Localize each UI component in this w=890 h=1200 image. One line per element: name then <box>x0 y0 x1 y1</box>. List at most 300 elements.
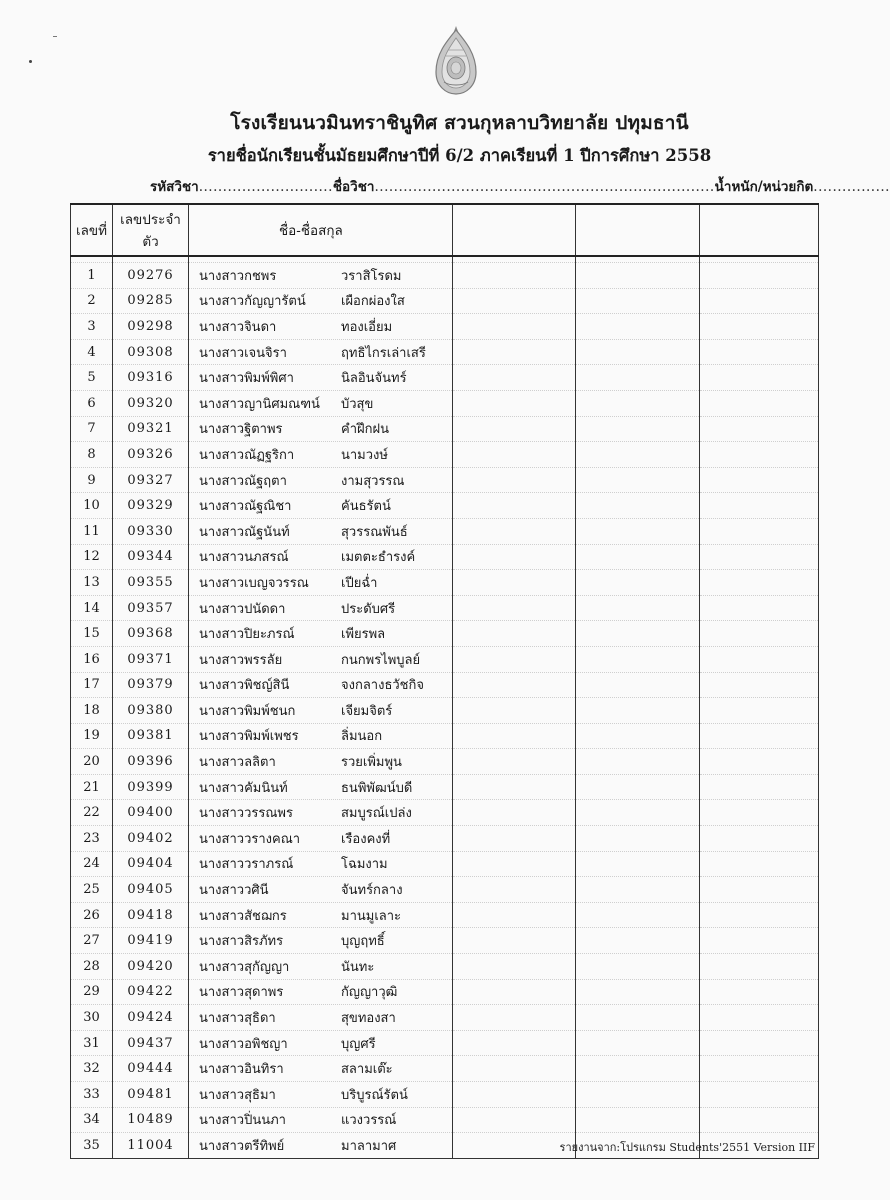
blank-entry-cell[interactable] <box>576 493 700 519</box>
row-number: 21 <box>71 774 113 800</box>
student-last-name: วราสิโรดม <box>341 268 402 284</box>
student-last-name: นันทะ <box>341 959 375 975</box>
student-id: 09380 <box>113 698 189 724</box>
blank-entry-cell[interactable] <box>576 698 700 724</box>
student-id: 09437 <box>113 1030 189 1056</box>
blank-entry-cell[interactable] <box>453 314 576 340</box>
blank-entry-cell[interactable] <box>576 826 700 852</box>
student-name-cell <box>189 1082 453 1108</box>
table-row <box>71 493 819 519</box>
student-first-name: นางสาวสุกัญญา <box>199 959 290 975</box>
blank-entry-cell[interactable] <box>700 902 819 928</box>
blank-entry-cell[interactable] <box>700 979 819 1005</box>
student-last-name: สุวรรณพันธ์ <box>341 524 408 540</box>
blank-entry-cell[interactable] <box>700 698 819 724</box>
student-id: 09344 <box>113 544 189 570</box>
blank-entry-cell[interactable] <box>700 365 819 391</box>
student-name-cell <box>189 774 453 800</box>
student-first-name: นางสาวลลิตา <box>199 755 276 771</box>
table-row <box>71 621 819 647</box>
scan-speck <box>53 36 57 37</box>
student-name-cell <box>189 826 453 852</box>
blank-entry-cell[interactable] <box>700 1082 819 1108</box>
student-last-name: กนกพรไพบูลย์ <box>341 652 421 668</box>
student-first-name: นางสาวพิมพ์พิศา <box>199 371 294 387</box>
column-header-student-id: เลขประจำตัว <box>113 204 189 256</box>
student-first-name: นางสาวณัฐนันท์ <box>199 524 290 540</box>
table-row <box>71 1056 819 1082</box>
blank-entry-cell[interactable] <box>700 646 819 672</box>
blank-entry-cell[interactable] <box>700 314 819 340</box>
blank-entry-cell[interactable] <box>453 1056 576 1082</box>
student-name-cell <box>189 698 453 724</box>
student-first-name: นางสาวณัฐณิชา <box>199 499 292 515</box>
blank-entry-cell[interactable] <box>576 1030 700 1056</box>
row-number: 17 <box>71 672 113 698</box>
student-first-name: นางสาววรางคณา <box>199 831 301 847</box>
blank-entry-cell[interactable] <box>700 800 819 826</box>
table-row <box>71 672 819 698</box>
student-first-name: นางสาวจินดา <box>199 319 277 335</box>
blank-entry-cell[interactable] <box>453 442 576 468</box>
student-last-name: สมบูรณ์เปล่ง <box>341 806 412 822</box>
table-row <box>71 928 819 954</box>
blank-entry-cell[interactable] <box>576 928 700 954</box>
table-row <box>71 902 819 928</box>
blank-entry-cell[interactable] <box>576 1107 700 1133</box>
table-row <box>71 467 819 493</box>
row-number: 23 <box>71 826 113 852</box>
blank-entry-cell[interactable] <box>576 1005 700 1031</box>
row-number: 28 <box>71 954 113 980</box>
table-row <box>71 979 819 1005</box>
column-header-blank <box>700 204 819 256</box>
student-name-cell <box>189 365 453 391</box>
blank-entry-cell[interactable] <box>700 339 819 365</box>
blank-entry-cell[interactable] <box>576 672 700 698</box>
student-first-name: นางสาววศินี <box>199 883 269 899</box>
blank-entry-cell[interactable] <box>576 263 700 289</box>
blank-entry-cell[interactable] <box>453 570 576 596</box>
blank-entry-cell[interactable] <box>576 646 700 672</box>
student-first-name: นางสาวปิ่นนภา <box>199 1113 286 1129</box>
student-name-cell <box>189 851 453 877</box>
row-number: 20 <box>71 749 113 775</box>
row-number: 10 <box>71 493 113 519</box>
blank-entry-cell[interactable] <box>576 877 700 903</box>
row-number: 27 <box>71 928 113 954</box>
row-number: 24 <box>71 851 113 877</box>
student-last-name: ลิ่มนอก <box>341 729 383 745</box>
student-id: 11004 <box>113 1133 189 1159</box>
blank-entry-cell[interactable] <box>453 365 576 391</box>
student-name-cell <box>189 263 453 289</box>
row-number: 7 <box>71 416 113 442</box>
row-number: 3 <box>71 314 113 340</box>
row-number: 12 <box>71 544 113 570</box>
student-roster-table <box>70 203 819 1159</box>
blank-entry-cell[interactable] <box>453 1107 576 1133</box>
student-first-name: นางสาวนภสรณ์ <box>199 550 289 566</box>
blank-entry-cell[interactable] <box>576 390 700 416</box>
student-name-cell <box>189 1030 453 1056</box>
row-number: 13 <box>71 570 113 596</box>
blank-entry-cell[interactable] <box>576 467 700 493</box>
blank-entry-cell[interactable] <box>576 570 700 596</box>
table-row <box>71 390 819 416</box>
student-name-cell <box>189 390 453 416</box>
student-id: 09285 <box>113 288 189 314</box>
student-id: 09418 <box>113 902 189 928</box>
table-row <box>71 518 819 544</box>
blank-entry-cell[interactable] <box>576 851 700 877</box>
row-number: 35 <box>71 1133 113 1159</box>
student-id: 09308 <box>113 339 189 365</box>
blank-entry-cell[interactable] <box>453 339 576 365</box>
school-title: โรงเรียนนวมินทราชินูทิศ สวนกุหลาบวิทยาลัย ปทุมธานี <box>230 112 689 134</box>
student-name-cell <box>189 339 453 365</box>
blank-entry-cell[interactable] <box>700 672 819 698</box>
blank-entry-cell[interactable] <box>700 263 819 289</box>
student-id: 09320 <box>113 390 189 416</box>
blank-entry-cell[interactable] <box>576 339 700 365</box>
table-row <box>71 954 819 980</box>
student-first-name: นางสาวตรีทิพย์ <box>199 1138 285 1154</box>
row-number: 11 <box>71 518 113 544</box>
blank-entry-cell[interactable] <box>700 877 819 903</box>
student-last-name: กัญญาวุฒิ <box>341 985 398 1001</box>
blank-entry-cell[interactable] <box>453 416 576 442</box>
student-id: 09420 <box>113 954 189 980</box>
student-last-name: รวยเพิ่มพูน <box>341 755 402 771</box>
row-number: 32 <box>71 1056 113 1082</box>
student-first-name: นางสาวเจนจิรา <box>199 345 287 361</box>
blank-entry-cell[interactable] <box>453 774 576 800</box>
student-name-cell <box>189 442 453 468</box>
table-row <box>71 416 819 442</box>
student-name-cell <box>189 1056 453 1082</box>
student-id: 09444 <box>113 1056 189 1082</box>
student-last-name: ธนพิพัฒน์บดี <box>341 780 413 796</box>
blank-entry-cell[interactable] <box>700 570 819 596</box>
blank-entry-cell[interactable] <box>700 954 819 980</box>
blank-entry-cell[interactable] <box>453 800 576 826</box>
student-last-name: คำฝึกฝน <box>341 422 389 438</box>
blank-entry-cell[interactable] <box>453 467 576 493</box>
blank-entry-cell[interactable] <box>453 902 576 928</box>
class-term-title: รายชื่อนักเรียนชั้นมัธยมศึกษาปีที่ 6/2 ภาคเรียนที่ 1 ปีการศึกษา 2558 <box>207 146 712 165</box>
table-row <box>71 595 819 621</box>
student-name-cell <box>189 595 453 621</box>
school-crest-icon <box>432 24 480 96</box>
blank-entry-cell[interactable] <box>700 390 819 416</box>
blank-entry-cell[interactable] <box>453 390 576 416</box>
row-number: 33 <box>71 1082 113 1108</box>
student-name-cell <box>189 646 453 672</box>
student-first-name: นางสาวณัฐฤตา <box>199 473 287 489</box>
student-last-name: โฉมงาม <box>341 857 388 873</box>
blank-entry-cell[interactable] <box>700 518 819 544</box>
student-name-cell <box>189 1133 453 1159</box>
table-row <box>71 314 819 340</box>
student-name-cell <box>189 723 453 749</box>
student-last-name: บริบูรณ์รัตน์ <box>341 1087 408 1103</box>
blank-entry-cell[interactable] <box>576 979 700 1005</box>
blank-entry-cell[interactable] <box>700 493 819 519</box>
blank-entry-cell[interactable] <box>576 314 700 340</box>
subject-name-blank: ....................................................................... <box>374 179 715 195</box>
row-number: 1 <box>71 263 113 289</box>
student-id: 09405 <box>113 877 189 903</box>
blank-entry-cell[interactable] <box>453 1082 576 1108</box>
student-last-name: บุญศรี <box>341 1036 376 1052</box>
row-number: 34 <box>71 1107 113 1133</box>
row-number: 22 <box>71 800 113 826</box>
student-name-cell <box>189 979 453 1005</box>
blank-entry-cell[interactable] <box>576 621 700 647</box>
student-id: 09321 <box>113 416 189 442</box>
student-first-name: นางสาวพิมพ์เพชร <box>199 729 299 745</box>
row-number: 15 <box>71 621 113 647</box>
student-id: 09355 <box>113 570 189 596</box>
blank-entry-cell[interactable] <box>576 1082 700 1108</box>
blank-entry-cell[interactable] <box>700 544 819 570</box>
student-id: 09330 <box>113 518 189 544</box>
blank-entry-cell[interactable] <box>453 749 576 775</box>
blank-entry-cell[interactable] <box>453 621 576 647</box>
table-body <box>71 256 819 1158</box>
student-first-name: นางสาววรรณพร <box>199 806 293 822</box>
table-row <box>71 1030 819 1056</box>
student-id: 09404 <box>113 851 189 877</box>
student-name-cell <box>189 288 453 314</box>
blank-entry-cell[interactable] <box>576 749 700 775</box>
blank-entry-cell[interactable] <box>576 288 700 314</box>
blank-entry-cell[interactable] <box>453 928 576 954</box>
blank-entry-cell[interactable] <box>453 1133 576 1159</box>
student-last-name: ประดับศรี <box>341 601 396 617</box>
blank-entry-cell[interactable] <box>700 1030 819 1056</box>
student-name-cell <box>189 570 453 596</box>
student-last-name: เรืองคงที่ <box>341 831 391 847</box>
blank-entry-cell[interactable] <box>700 595 819 621</box>
student-first-name: นางสาวปิยะภรณ์ <box>199 627 295 643</box>
subject-code-label: รหัสวิชา <box>150 179 199 195</box>
blank-entry-cell[interactable] <box>700 288 819 314</box>
blank-entry-cell[interactable] <box>453 723 576 749</box>
student-last-name: ทองเอี่ยม <box>341 319 393 335</box>
subject-code-blank: ............................ <box>198 179 333 195</box>
student-last-name: แวงวรรณ์ <box>341 1113 397 1129</box>
row-number: 9 <box>71 467 113 493</box>
blank-entry-cell[interactable] <box>576 774 700 800</box>
student-last-name: นิลอินจันทร์ <box>341 371 407 387</box>
blank-entry-cell[interactable] <box>576 595 700 621</box>
row-number: 26 <box>71 902 113 928</box>
student-id: 10489 <box>113 1107 189 1133</box>
student-first-name: นางสาววราภรณ์ <box>199 857 294 873</box>
student-first-name: นางสาวกัญญารัตน์ <box>199 294 306 310</box>
blank-entry-cell[interactable] <box>453 263 576 289</box>
table-row <box>71 365 819 391</box>
blank-entry-cell[interactable] <box>453 698 576 724</box>
blank-entry-cell[interactable] <box>700 928 819 954</box>
blank-entry-cell[interactable] <box>453 1030 576 1056</box>
blank-entry-cell[interactable] <box>700 826 819 852</box>
credit-label: น้ำหนัก/หน่วยกิต <box>714 179 814 195</box>
credit-blank: ................ <box>813 179 890 195</box>
blank-entry-cell[interactable] <box>700 442 819 468</box>
student-id: 09276 <box>113 263 189 289</box>
blank-entry-cell[interactable] <box>453 1005 576 1031</box>
student-first-name: นางสาวพิชญ์สินี <box>199 678 290 694</box>
student-last-name: นามวงษ์ <box>341 447 388 463</box>
table-row <box>71 1107 819 1133</box>
student-name-cell <box>189 800 453 826</box>
table-row <box>71 851 819 877</box>
student-first-name: นางสาวฐิตาพร <box>199 422 283 438</box>
student-id: 09357 <box>113 595 189 621</box>
blank-entry-cell[interactable] <box>700 467 819 493</box>
blank-entry-cell[interactable] <box>700 1107 819 1133</box>
blank-entry-cell[interactable] <box>700 774 819 800</box>
student-id: 09402 <box>113 826 189 852</box>
blank-entry-cell[interactable] <box>576 442 700 468</box>
student-name-cell <box>189 749 453 775</box>
column-header-blank <box>453 204 576 256</box>
blank-entry-cell[interactable] <box>453 288 576 314</box>
table-header-row <box>71 204 819 256</box>
student-last-name: บุญฤทธิ์ <box>341 934 385 950</box>
student-id: 09424 <box>113 1005 189 1031</box>
row-number: 25 <box>71 877 113 903</box>
report-footer: รายงานจาก:โปรแกรม Students'2551 Version IIF <box>559 1141 815 1154</box>
student-last-name: เมตตะธำรงค์ <box>341 550 416 566</box>
student-first-name: นางสาวณัฏฐริกา <box>199 447 295 463</box>
table-row <box>71 723 819 749</box>
blank-entry-cell[interactable] <box>453 672 576 698</box>
blank-entry-cell[interactable] <box>700 1005 819 1031</box>
student-id: 09327 <box>113 467 189 493</box>
student-name-cell <box>189 928 453 954</box>
row-number: 2 <box>71 288 113 314</box>
table-row <box>71 826 819 852</box>
blank-entry-cell[interactable] <box>453 646 576 672</box>
blank-entry-cell[interactable] <box>453 595 576 621</box>
blank-entry-cell[interactable] <box>576 416 700 442</box>
blank-entry-cell[interactable] <box>576 365 700 391</box>
student-first-name: นางสาวเบญจวรรณ <box>199 575 309 591</box>
blank-entry-cell[interactable] <box>700 416 819 442</box>
student-first-name: นางสาวคัมนินท์ <box>199 780 288 796</box>
student-last-name: เพียรพล <box>341 627 386 643</box>
table-row <box>71 339 819 365</box>
blank-entry-cell[interactable] <box>700 1056 819 1082</box>
student-last-name: เปียฉ่ำ <box>341 575 378 591</box>
student-name-cell <box>189 493 453 519</box>
table-row <box>71 1005 819 1031</box>
table-row <box>71 544 819 570</box>
blank-entry-cell[interactable] <box>700 621 819 647</box>
blank-entry-cell[interactable] <box>576 800 700 826</box>
student-first-name: นางสาวพรรลัย <box>199 652 283 668</box>
student-id: 09381 <box>113 723 189 749</box>
blank-entry-cell[interactable] <box>576 518 700 544</box>
table-row <box>71 800 819 826</box>
blank-entry-cell[interactable] <box>576 723 700 749</box>
student-first-name: นางสาวสุธิดา <box>199 1011 276 1027</box>
student-first-name: นางสาวอพิชญา <box>199 1036 288 1052</box>
blank-entry-cell[interactable] <box>453 518 576 544</box>
student-last-name: จงกลางธวัชกิจ <box>341 678 424 694</box>
blank-entry-cell[interactable] <box>576 1056 700 1082</box>
subject-info-line <box>150 175 890 197</box>
row-number: 14 <box>71 595 113 621</box>
student-last-name: คันธรัตน์ <box>341 499 391 515</box>
subject-name-label: ชื่อวิชา <box>332 179 375 195</box>
blank-entry-cell[interactable] <box>453 493 576 519</box>
blank-entry-cell[interactable] <box>453 877 576 903</box>
student-id: 09379 <box>113 672 189 698</box>
table-row <box>71 749 819 775</box>
student-id: 09399 <box>113 774 189 800</box>
student-first-name: นางสาวสุธิมา <box>199 1087 276 1103</box>
row-number: 19 <box>71 723 113 749</box>
student-last-name: มานมูเลาะ <box>341 908 402 924</box>
row-number: 4 <box>71 339 113 365</box>
blank-entry-cell[interactable] <box>453 851 576 877</box>
student-id: 09326 <box>113 442 189 468</box>
student-first-name: นางสาวปนัดดา <box>199 601 286 617</box>
blank-entry-cell[interactable] <box>576 954 700 980</box>
student-name-cell <box>189 314 453 340</box>
student-first-name: นางสาวญานิศมณฑน์ <box>199 396 320 412</box>
blank-entry-cell[interactable] <box>700 723 819 749</box>
row-number: 18 <box>71 698 113 724</box>
student-id: 09400 <box>113 800 189 826</box>
blank-entry-cell[interactable] <box>700 851 819 877</box>
blank-entry-cell[interactable] <box>700 749 819 775</box>
table-row <box>71 288 819 314</box>
table-row <box>71 263 819 289</box>
table-row <box>71 1082 819 1108</box>
blank-entry-cell[interactable] <box>576 544 700 570</box>
row-number: 31 <box>71 1030 113 1056</box>
row-number: 8 <box>71 442 113 468</box>
table-row <box>71 646 819 672</box>
student-name-cell <box>189 416 453 442</box>
student-last-name: มาลามาศ <box>341 1138 397 1154</box>
student-name-cell <box>189 621 453 647</box>
student-last-name: เจียมจิตร์ <box>341 703 393 719</box>
blank-entry-cell[interactable] <box>453 979 576 1005</box>
student-id: 09422 <box>113 979 189 1005</box>
student-id: 09329 <box>113 493 189 519</box>
student-last-name: เผือกผ่องใส <box>341 294 405 310</box>
blank-entry-cell[interactable] <box>453 544 576 570</box>
student-name-cell <box>189 518 453 544</box>
column-header-full-name: ชื่อ-ชื่อสกุล <box>189 204 453 256</box>
student-id: 09371 <box>113 646 189 672</box>
blank-entry-cell[interactable] <box>576 902 700 928</box>
blank-entry-cell[interactable] <box>453 826 576 852</box>
student-last-name: ฤทธิไกรเล่าเสรี <box>341 345 426 361</box>
student-last-name: บัวสุข <box>341 396 374 412</box>
student-name-cell <box>189 672 453 698</box>
blank-entry-cell[interactable] <box>453 954 576 980</box>
student-first-name: นางสาวสุดาพร <box>199 985 284 1001</box>
table-row <box>71 698 819 724</box>
